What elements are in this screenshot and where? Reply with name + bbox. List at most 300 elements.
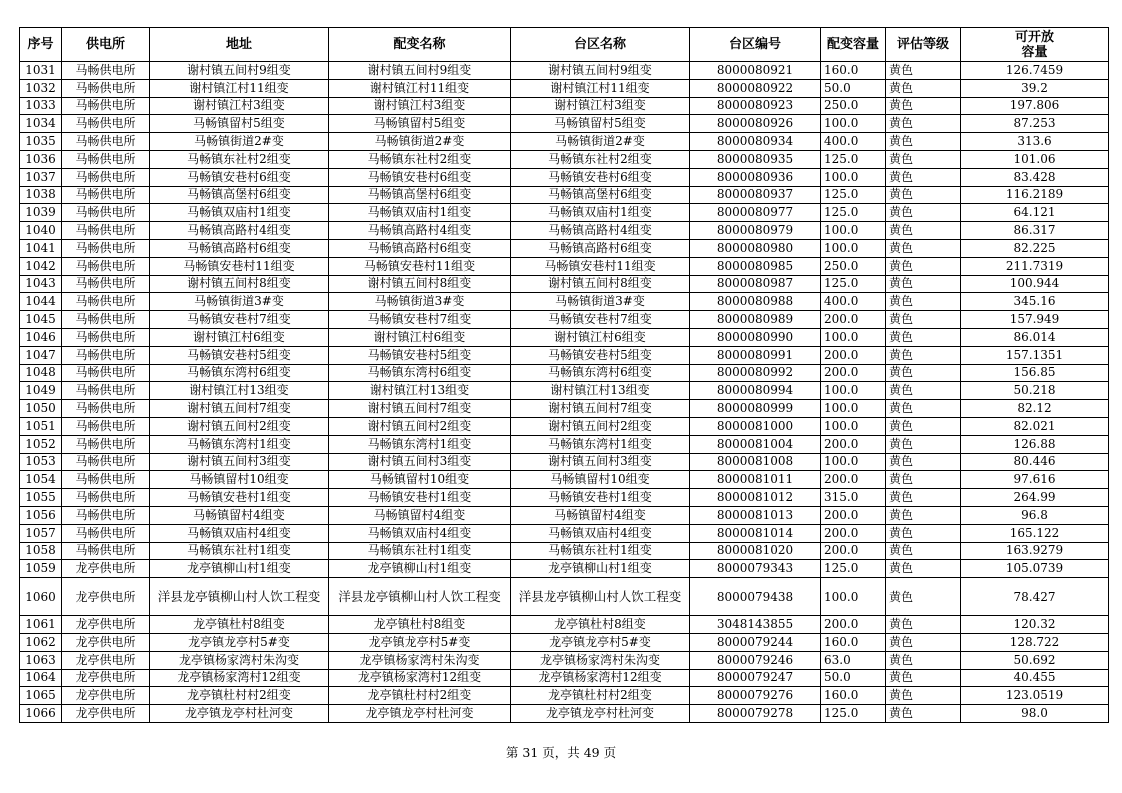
cell-code: 8000080977 <box>690 204 821 222</box>
cell-capacity: 100.0 <box>821 168 886 186</box>
table-row <box>20 578 1109 616</box>
cell-address: 龙亭镇龙亭村5#变 <box>150 633 329 651</box>
cell-area: 马畅镇安巷村6组变 <box>511 168 690 186</box>
cell-address: 龙亭镇杨家湾村朱沟变 <box>150 651 329 669</box>
cell-station: 马畅供电所 <box>62 435 150 453</box>
transformer-capacity-table <box>19 27 1109 723</box>
table-row <box>20 417 1109 435</box>
table-row <box>20 222 1109 240</box>
cell-transformer: 洋县龙亭镇柳山村人饮工程变 <box>329 578 511 616</box>
cell-code: 8000081011 <box>690 471 821 489</box>
cell-rating: 黄色 <box>886 542 961 560</box>
cell-seq: 1032 <box>20 79 62 97</box>
cell-seq: 1031 <box>20 62 62 80</box>
table-row <box>20 705 1109 723</box>
cell-rating: 黄色 <box>886 471 961 489</box>
cell-code: 8000079276 <box>690 687 821 705</box>
cell-seq: 1049 <box>20 382 62 400</box>
cell-address: 马畅镇街道3#变 <box>150 293 329 311</box>
cell-transformer: 马畅镇街道2#变 <box>329 133 511 151</box>
cell-capacity: 160.0 <box>821 62 886 80</box>
cell-capacity: 200.0 <box>821 542 886 560</box>
cell-area: 谢村镇江村6组变 <box>511 328 690 346</box>
cell-transformer: 马畅镇安巷村7组变 <box>329 311 511 329</box>
cell-transformer: 马畅镇留村4组变 <box>329 506 511 524</box>
cell-station: 龙亭供电所 <box>62 578 150 616</box>
cell-seq: 1052 <box>20 435 62 453</box>
cell-capacity: 100.0 <box>821 453 886 471</box>
cell-available: 100.944 <box>961 275 1109 293</box>
cell-available: 50.218 <box>961 382 1109 400</box>
table-row <box>20 257 1109 275</box>
cell-transformer: 马畅镇留村10组变 <box>329 471 511 489</box>
cell-area: 马畅镇东湾村1组变 <box>511 435 690 453</box>
cell-code: 8000081000 <box>690 417 821 435</box>
cell-rating: 黄色 <box>886 435 961 453</box>
cell-address: 谢村镇江村13组变 <box>150 382 329 400</box>
cell-transformer: 马畅镇东社村1组变 <box>329 542 511 560</box>
cell-station: 马畅供电所 <box>62 204 150 222</box>
cell-available: 126.7459 <box>961 62 1109 80</box>
cell-transformer: 龙亭镇龙亭村5#变 <box>329 633 511 651</box>
cell-seq: 1051 <box>20 417 62 435</box>
cell-capacity: 200.0 <box>821 616 886 634</box>
cell-transformer: 马畅镇东湾村6组变 <box>329 364 511 382</box>
cell-address: 马畅镇安巷村1组变 <box>150 489 329 507</box>
header-transformer: 配变名称 <box>329 28 511 62</box>
cell-rating: 黄色 <box>886 453 961 471</box>
cell-seq: 1060 <box>20 578 62 616</box>
cell-seq: 1039 <box>20 204 62 222</box>
cell-capacity: 100.0 <box>821 115 886 133</box>
table-row <box>20 364 1109 382</box>
cell-capacity: 315.0 <box>821 489 886 507</box>
cell-station: 马畅供电所 <box>62 506 150 524</box>
header-available-line2: 容量 <box>1021 44 1048 60</box>
cell-available: 345.16 <box>961 293 1109 311</box>
cell-available: 82.225 <box>961 239 1109 257</box>
cell-seq: 1050 <box>20 400 62 418</box>
header-row <box>20 28 1109 62</box>
cell-rating: 黄色 <box>886 275 961 293</box>
cell-seq: 1048 <box>20 364 62 382</box>
table-row <box>20 168 1109 186</box>
cell-station: 马畅供电所 <box>62 293 150 311</box>
cell-seq: 1041 <box>20 239 62 257</box>
cell-seq: 1036 <box>20 150 62 168</box>
cell-code: 8000080936 <box>690 168 821 186</box>
cell-station: 马畅供电所 <box>62 471 150 489</box>
table-row <box>20 687 1109 705</box>
cell-seq: 1065 <box>20 687 62 705</box>
cell-seq: 1034 <box>20 115 62 133</box>
cell-station: 马畅供电所 <box>62 382 150 400</box>
cell-area: 马畅镇东社村2组变 <box>511 150 690 168</box>
cell-station: 马畅供电所 <box>62 97 150 115</box>
cell-rating: 黄色 <box>886 489 961 507</box>
cell-code: 8000081004 <box>690 435 821 453</box>
cell-code: 8000079278 <box>690 705 821 723</box>
cell-address: 谢村镇五间村2组变 <box>150 417 329 435</box>
cell-station: 龙亭供电所 <box>62 560 150 578</box>
header-rating: 评估等级 <box>886 28 961 62</box>
cell-transformer: 谢村镇五间村7组变 <box>329 400 511 418</box>
cell-code: 8000081008 <box>690 453 821 471</box>
cell-capacity: 200.0 <box>821 435 886 453</box>
cell-rating: 黄色 <box>886 560 961 578</box>
cell-available: 313.6 <box>961 133 1109 151</box>
cell-transformer: 马畅镇东湾村1组变 <box>329 435 511 453</box>
table-row <box>20 542 1109 560</box>
table-row <box>20 400 1109 418</box>
cell-capacity: 160.0 <box>821 633 886 651</box>
cell-code: 8000080994 <box>690 382 821 400</box>
cell-address: 马畅镇东社村1组变 <box>150 542 329 560</box>
cell-rating: 黄色 <box>886 400 961 418</box>
cell-area: 龙亭镇杨家湾村朱沟变 <box>511 651 690 669</box>
cell-transformer: 马畅镇安巷村5组变 <box>329 346 511 364</box>
cell-area: 谢村镇江村3组变 <box>511 97 690 115</box>
cell-available: 98.0 <box>961 705 1109 723</box>
cell-area: 马畅镇留村5组变 <box>511 115 690 133</box>
cell-seq: 1040 <box>20 222 62 240</box>
cell-code: 8000080923 <box>690 97 821 115</box>
cell-available: 97.616 <box>961 471 1109 489</box>
cell-station: 马畅供电所 <box>62 328 150 346</box>
header-capacity: 配变容量 <box>821 28 886 62</box>
table-body <box>20 62 1109 723</box>
cell-station: 马畅供电所 <box>62 133 150 151</box>
cell-station: 马畅供电所 <box>62 239 150 257</box>
cell-area: 马畅镇安巷村1组变 <box>511 489 690 507</box>
cell-capacity: 400.0 <box>821 133 886 151</box>
cell-seq: 1057 <box>20 524 62 542</box>
cell-capacity: 100.0 <box>821 239 886 257</box>
cell-code: 8000080922 <box>690 79 821 97</box>
cell-code: 3048143855 <box>690 616 821 634</box>
cell-capacity: 100.0 <box>821 417 886 435</box>
table-row <box>20 616 1109 634</box>
cell-available: 80.446 <box>961 453 1109 471</box>
cell-address: 马畅镇双庙村1组变 <box>150 204 329 222</box>
cell-station: 马畅供电所 <box>62 400 150 418</box>
cell-code: 8000080921 <box>690 62 821 80</box>
cell-seq: 1053 <box>20 453 62 471</box>
cell-transformer: 龙亭镇杨家湾村12组变 <box>329 669 511 687</box>
cell-available: 50.692 <box>961 651 1109 669</box>
cell-rating: 黄色 <box>886 204 961 222</box>
cell-area: 龙亭镇杜村8组变 <box>511 616 690 634</box>
cell-station: 马畅供电所 <box>62 115 150 133</box>
cell-available: 83.428 <box>961 168 1109 186</box>
cell-capacity: 100.0 <box>821 578 886 616</box>
cell-area: 马畅镇东湾村6组变 <box>511 364 690 382</box>
cell-rating: 黄色 <box>886 364 961 382</box>
cell-address: 龙亭镇杨家湾村12组变 <box>150 669 329 687</box>
cell-capacity: 200.0 <box>821 471 886 489</box>
cell-rating: 黄色 <box>886 222 961 240</box>
cell-available: 82.021 <box>961 417 1109 435</box>
cell-available: 156.85 <box>961 364 1109 382</box>
cell-code: 8000080979 <box>690 222 821 240</box>
cell-code: 8000080992 <box>690 364 821 382</box>
cell-capacity: 125.0 <box>821 150 886 168</box>
cell-available: 120.32 <box>961 616 1109 634</box>
cell-code: 8000080989 <box>690 311 821 329</box>
table-row <box>20 453 1109 471</box>
cell-capacity: 63.0 <box>821 651 886 669</box>
cell-address: 马畅镇高路村6组变 <box>150 239 329 257</box>
cell-area: 龙亭镇龙亭村5#变 <box>511 633 690 651</box>
cell-capacity: 100.0 <box>821 400 886 418</box>
cell-rating: 黄色 <box>886 133 961 151</box>
cell-address: 龙亭镇龙亭村杜河变 <box>150 705 329 723</box>
cell-code: 8000080999 <box>690 400 821 418</box>
cell-capacity: 200.0 <box>821 311 886 329</box>
page-number: 第 31 页，共 49 页 <box>505 745 617 760</box>
cell-area: 马畅镇街道3#变 <box>511 293 690 311</box>
cell-seq: 1056 <box>20 506 62 524</box>
cell-station: 龙亭供电所 <box>62 616 150 634</box>
cell-capacity: 200.0 <box>821 506 886 524</box>
cell-area: 马畅镇高路村6组变 <box>511 239 690 257</box>
cell-code: 8000079343 <box>690 560 821 578</box>
cell-transformer: 马畅镇高堡村6组变 <box>329 186 511 204</box>
cell-rating: 黄色 <box>886 506 961 524</box>
cell-transformer: 马畅镇高路村6组变 <box>329 239 511 257</box>
cell-available: 163.9279 <box>961 542 1109 560</box>
cell-rating: 黄色 <box>886 150 961 168</box>
cell-area: 龙亭镇杨家湾村12组变 <box>511 669 690 687</box>
cell-address: 马畅镇留村4组变 <box>150 506 329 524</box>
cell-area: 谢村镇五间村7组变 <box>511 400 690 418</box>
cell-capacity: 160.0 <box>821 687 886 705</box>
cell-available: 105.0739 <box>961 560 1109 578</box>
cell-address: 马畅镇东湾村1组变 <box>150 435 329 453</box>
cell-available: 126.88 <box>961 435 1109 453</box>
cell-station: 马畅供电所 <box>62 275 150 293</box>
cell-address: 龙亭镇杜村村2组变 <box>150 687 329 705</box>
cell-area: 马畅镇高堡村6组变 <box>511 186 690 204</box>
cell-area: 谢村镇江村13组变 <box>511 382 690 400</box>
cell-capacity: 200.0 <box>821 364 886 382</box>
cell-area: 马畅镇双庙村4组变 <box>511 524 690 542</box>
cell-rating: 黄色 <box>886 616 961 634</box>
cell-area: 谢村镇五间村8组变 <box>511 275 690 293</box>
cell-rating: 黄色 <box>886 311 961 329</box>
cell-capacity: 100.0 <box>821 222 886 240</box>
cell-rating: 黄色 <box>886 97 961 115</box>
cell-area: 马畅镇安巷村7组变 <box>511 311 690 329</box>
cell-transformer: 马畅镇安巷村11组变 <box>329 257 511 275</box>
table-header <box>20 28 1109 62</box>
cell-available: 96.8 <box>961 506 1109 524</box>
cell-capacity: 100.0 <box>821 328 886 346</box>
cell-rating: 黄色 <box>886 62 961 80</box>
table-row <box>20 311 1109 329</box>
table-row <box>20 186 1109 204</box>
cell-address: 谢村镇江村3组变 <box>150 97 329 115</box>
cell-address: 马畅镇安巷村5组变 <box>150 346 329 364</box>
cell-available: 211.7319 <box>961 257 1109 275</box>
cell-station: 马畅供电所 <box>62 62 150 80</box>
table-row <box>20 150 1109 168</box>
cell-address: 洋县龙亭镇柳山村人饮工程变 <box>150 578 329 616</box>
table-row <box>20 669 1109 687</box>
cell-available: 87.253 <box>961 115 1109 133</box>
cell-code: 8000079438 <box>690 578 821 616</box>
cell-capacity: 250.0 <box>821 97 886 115</box>
cell-rating: 黄色 <box>886 417 961 435</box>
cell-capacity: 400.0 <box>821 293 886 311</box>
cell-area: 洋县龙亭镇柳山村人饮工程变 <box>511 578 690 616</box>
cell-capacity: 125.0 <box>821 204 886 222</box>
cell-area: 谢村镇五间村9组变 <box>511 62 690 80</box>
cell-available: 39.2 <box>961 79 1109 97</box>
cell-transformer: 龙亭镇杜村村2组变 <box>329 687 511 705</box>
table-row <box>20 560 1109 578</box>
cell-rating: 黄色 <box>886 669 961 687</box>
cell-seq: 1064 <box>20 669 62 687</box>
cell-available: 40.455 <box>961 669 1109 687</box>
cell-area: 马畅镇双庙村1组变 <box>511 204 690 222</box>
cell-capacity: 125.0 <box>821 275 886 293</box>
cell-address: 马畅镇留村10组变 <box>150 471 329 489</box>
cell-seq: 1045 <box>20 311 62 329</box>
cell-address: 谢村镇五间村8组变 <box>150 275 329 293</box>
cell-rating: 黄色 <box>886 328 961 346</box>
cell-available: 78.427 <box>961 578 1109 616</box>
cell-area: 谢村镇江村11组变 <box>511 79 690 97</box>
cell-area: 马畅镇安巷村5组变 <box>511 346 690 364</box>
cell-available: 123.0519 <box>961 687 1109 705</box>
cell-seq: 1054 <box>20 471 62 489</box>
table-row <box>20 239 1109 257</box>
cell-station: 马畅供电所 <box>62 222 150 240</box>
cell-address: 马畅镇安巷村11组变 <box>150 257 329 275</box>
cell-rating: 黄色 <box>886 382 961 400</box>
cell-rating: 黄色 <box>886 346 961 364</box>
cell-code: 8000081014 <box>690 524 821 542</box>
header-address: 地址 <box>150 28 329 62</box>
cell-rating: 黄色 <box>886 115 961 133</box>
table-row <box>20 382 1109 400</box>
cell-transformer: 谢村镇江村3组变 <box>329 97 511 115</box>
cell-station: 龙亭供电所 <box>62 651 150 669</box>
cell-station: 马畅供电所 <box>62 524 150 542</box>
cell-code: 8000080991 <box>690 346 821 364</box>
cell-capacity: 200.0 <box>821 524 886 542</box>
cell-area: 马畅镇留村4组变 <box>511 506 690 524</box>
cell-address: 谢村镇江村11组变 <box>150 79 329 97</box>
cell-available: 197.806 <box>961 97 1109 115</box>
cell-seq: 1062 <box>20 633 62 651</box>
cell-code: 8000080937 <box>690 186 821 204</box>
cell-transformer: 谢村镇五间村8组变 <box>329 275 511 293</box>
cell-station: 马畅供电所 <box>62 417 150 435</box>
cell-code: 8000080990 <box>690 328 821 346</box>
cell-station: 马畅供电所 <box>62 542 150 560</box>
cell-available: 101.06 <box>961 150 1109 168</box>
cell-address: 谢村镇五间村3组变 <box>150 453 329 471</box>
cell-seq: 1046 <box>20 328 62 346</box>
cell-seq: 1066 <box>20 705 62 723</box>
cell-capacity: 50.0 <box>821 669 886 687</box>
cell-available: 157.949 <box>961 311 1109 329</box>
cell-seq: 1063 <box>20 651 62 669</box>
cell-area: 马畅镇安巷村11组变 <box>511 257 690 275</box>
cell-area: 谢村镇五间村2组变 <box>511 417 690 435</box>
cell-rating: 黄色 <box>886 79 961 97</box>
cell-address: 马畅镇高堡村6组变 <box>150 186 329 204</box>
cell-station: 马畅供电所 <box>62 453 150 471</box>
cell-capacity: 125.0 <box>821 705 886 723</box>
cell-code: 8000080987 <box>690 275 821 293</box>
table-row <box>20 489 1109 507</box>
cell-rating: 黄色 <box>886 705 961 723</box>
cell-transformer: 马畅镇安巷村1组变 <box>329 489 511 507</box>
cell-address: 马畅镇东社村2组变 <box>150 150 329 168</box>
cell-area: 马畅镇留村10组变 <box>511 471 690 489</box>
cell-station: 龙亭供电所 <box>62 687 150 705</box>
cell-capacity: 250.0 <box>821 257 886 275</box>
cell-area: 龙亭镇柳山村1组变 <box>511 560 690 578</box>
cell-station: 马畅供电所 <box>62 168 150 186</box>
cell-rating: 黄色 <box>886 524 961 542</box>
cell-station: 马畅供电所 <box>62 364 150 382</box>
cell-station: 龙亭供电所 <box>62 705 150 723</box>
cell-station: 龙亭供电所 <box>62 669 150 687</box>
header-area: 台区名称 <box>511 28 690 62</box>
table-row <box>20 204 1109 222</box>
cell-code: 8000079246 <box>690 651 821 669</box>
cell-available: 82.12 <box>961 400 1109 418</box>
header-available-capacity <box>961 28 1109 62</box>
cell-code: 8000080988 <box>690 293 821 311</box>
table-row <box>20 524 1109 542</box>
table-row <box>20 435 1109 453</box>
cell-seq: 1037 <box>20 168 62 186</box>
cell-area: 马畅镇东社村1组变 <box>511 542 690 560</box>
cell-area: 龙亭镇龙亭村杜河变 <box>511 705 690 723</box>
cell-available: 264.99 <box>961 489 1109 507</box>
cell-capacity: 100.0 <box>821 382 886 400</box>
cell-rating: 黄色 <box>886 293 961 311</box>
cell-available: 128.722 <box>961 633 1109 651</box>
table-row <box>20 115 1109 133</box>
header-code: 台区编号 <box>690 28 821 62</box>
cell-rating: 黄色 <box>886 239 961 257</box>
cell-code: 8000079244 <box>690 633 821 651</box>
cell-seq: 1061 <box>20 616 62 634</box>
cell-address: 马畅镇街道2#变 <box>150 133 329 151</box>
cell-code: 8000080980 <box>690 239 821 257</box>
cell-station: 马畅供电所 <box>62 489 150 507</box>
cell-address: 谢村镇五间村7组变 <box>150 400 329 418</box>
table-row <box>20 346 1109 364</box>
cell-rating: 黄色 <box>886 186 961 204</box>
cell-seq: 1042 <box>20 257 62 275</box>
transformer-capacity-table-wrapper <box>19 27 1109 723</box>
cell-station: 马畅供电所 <box>62 346 150 364</box>
table-row <box>20 293 1109 311</box>
cell-address: 马畅镇双庙村4组变 <box>150 524 329 542</box>
cell-capacity: 125.0 <box>821 560 886 578</box>
cell-transformer: 马畅镇街道3#变 <box>329 293 511 311</box>
cell-transformer: 龙亭镇龙亭村杜河变 <box>329 705 511 723</box>
cell-available: 165.122 <box>961 524 1109 542</box>
cell-code: 8000080926 <box>690 115 821 133</box>
